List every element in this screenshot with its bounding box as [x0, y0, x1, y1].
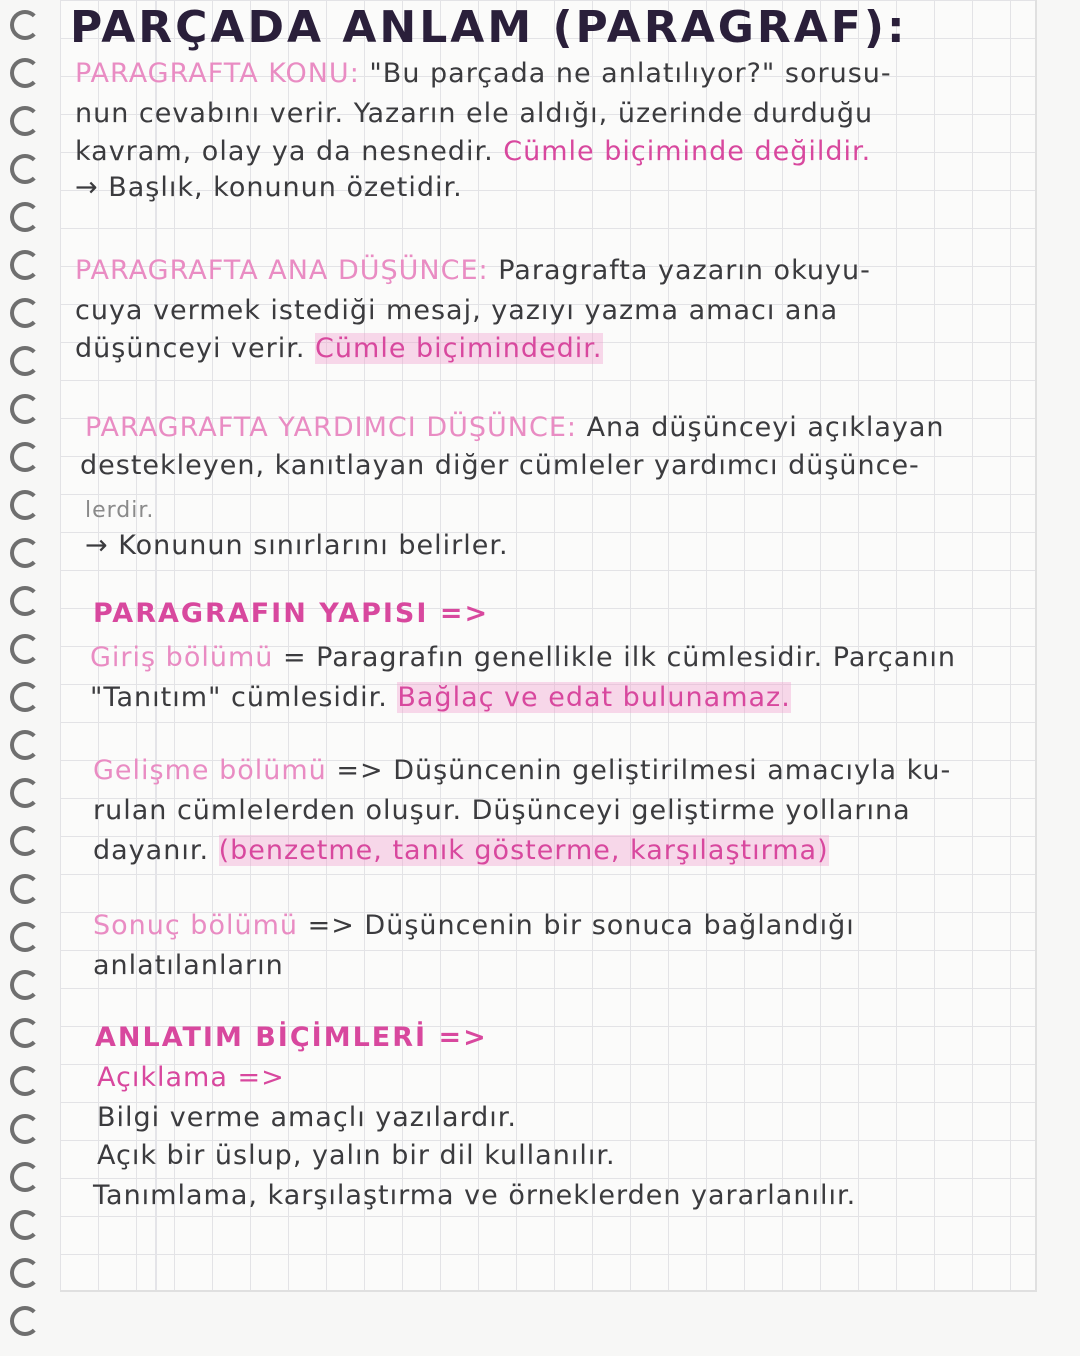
note-text: ANLATIM BİÇİMLERİ =>: [95, 1022, 488, 1053]
spiral-binding: [0, 0, 60, 1356]
spiral-ring: [10, 1258, 40, 1288]
note-line: [80, 450, 920, 481]
note-line: [97, 1062, 285, 1093]
note-line: [95, 1022, 488, 1053]
note-text: dayanır.: [93, 835, 219, 866]
spiral-ring: [10, 346, 40, 376]
note-text: rulan cümlelerden oluşur. Düşünceyi geliştirme yollarına: [93, 795, 911, 826]
spiral-ring: [10, 202, 40, 232]
note-text: → Konunun sınırlarını belirler.: [85, 530, 509, 561]
note-line: [85, 412, 945, 443]
note-line: [75, 295, 838, 326]
note-text: Paragrafta yazarın okuyu-: [488, 255, 871, 286]
note-text: Açıklama =>: [97, 1062, 285, 1093]
note-text: Bilgi verme amaçlı yazılardır.: [97, 1102, 517, 1133]
note-text: PARAGRAFIN YAPISI =>: [93, 598, 490, 629]
spiral-ring: [10, 1210, 40, 1240]
note-text: Cümle biçiminde değildir.: [503, 136, 872, 167]
note-text: Ana düşünceyi açıklayan: [576, 412, 945, 443]
note-text: => Düşüncenin bir sonuca bağlandığı: [298, 910, 855, 941]
note-text: "Tanıtım" cümlesidir.: [90, 682, 398, 713]
spiral-ring: [10, 586, 40, 616]
spiral-ring: [10, 106, 40, 136]
note-line: [93, 950, 284, 981]
spiral-ring: [10, 538, 40, 568]
note-line: [75, 98, 873, 129]
note-text: → Başlık, konunun özetidir.: [75, 172, 463, 203]
spiral-ring: [10, 394, 40, 424]
note-text: nun cevabını verir. Yazarın ele aldığı, üzerinde durduğu: [75, 98, 874, 129]
note-text: => Düşüncenin geliştirilmesi amacıyla ku-: [326, 755, 952, 786]
note-text: "Bu parçada ne anlatılıyor?" sorusu-: [359, 58, 892, 89]
spiral-ring: [10, 778, 40, 808]
note-line: [85, 530, 509, 561]
note-text: PARAGRAFTA YARDIMCI DÜŞÜNCE:: [85, 412, 577, 443]
note-text: lerdir.: [85, 498, 155, 523]
note-text: anlatılanların: [93, 950, 284, 981]
note-text: destekleyen, kanıtlayan diğer cümleler yardımcı düşünce-: [80, 450, 920, 481]
page-title: PARÇADA ANLAM (PARAGRAF):: [70, 2, 908, 53]
spiral-ring: [10, 250, 40, 280]
note-line: [75, 136, 871, 167]
spiral-ring: [10, 826, 40, 856]
note-text: düşünceyi verir.: [75, 333, 316, 364]
note-line: [90, 642, 956, 673]
note-line: [75, 58, 892, 89]
spiral-ring: [10, 970, 40, 1000]
note-text: Bağlaç ve edat bulunamaz.: [397, 682, 791, 713]
spiral-ring: [10, 154, 40, 184]
spiral-ring: [10, 634, 40, 664]
spiral-ring: [10, 874, 40, 904]
spiral-ring: [10, 682, 40, 712]
note-line: [93, 755, 951, 786]
note-line: [75, 255, 871, 286]
note-line: [97, 1140, 616, 1171]
spiral-ring: [10, 1114, 40, 1144]
note-line: [85, 493, 154, 524]
note-line: [75, 172, 463, 203]
note-text: cuya vermek istediği mesaj, yazıyı yazma amacı ana: [75, 295, 839, 326]
note-line: [93, 1180, 856, 1211]
spiral-ring: [10, 922, 40, 952]
spiral-ring: [10, 442, 40, 472]
note-line: [97, 1102, 517, 1133]
note-line: [93, 910, 855, 941]
spiral-ring: [10, 1162, 40, 1192]
note-text: Cümle biçimindedir.: [315, 333, 603, 364]
spiral-ring: [10, 10, 40, 40]
spiral-ring: [10, 1066, 40, 1096]
note-line: [93, 835, 829, 866]
note-text: Sonuç bölümü: [93, 910, 298, 941]
note-text: PARAGRAFTA ANA DÜŞÜNCE:: [75, 255, 489, 286]
note-text: Giriş bölümü: [90, 642, 274, 673]
note-text: (benzetme, tanık gösterme, karşılaştırma): [218, 835, 829, 866]
note-text: Açık bir üslup, yalın bir dil kullanılır.: [97, 1140, 616, 1171]
note-text: Gelişme bölümü: [93, 755, 327, 786]
note-line: [93, 598, 489, 629]
spiral-ring: [10, 730, 40, 760]
spiral-ring: [10, 1018, 40, 1048]
note-text: Tanımlama, karşılaştırma ve örneklerden yararlanılır.: [93, 1180, 857, 1211]
spiral-ring: [10, 298, 40, 328]
spiral-ring: [10, 1306, 40, 1336]
note-line: [75, 333, 603, 364]
spiral-ring: [10, 490, 40, 520]
note-line: [93, 795, 911, 826]
note-text: = Paragrafın genellikle ilk cümlesidir. Parçanın: [273, 642, 957, 673]
note-text: kavram, olay ya da nesnedir.: [75, 136, 504, 167]
note-line: [90, 682, 791, 713]
spiral-ring: [10, 58, 40, 88]
note-text: PARAGRAFTA KONU:: [75, 58, 360, 89]
